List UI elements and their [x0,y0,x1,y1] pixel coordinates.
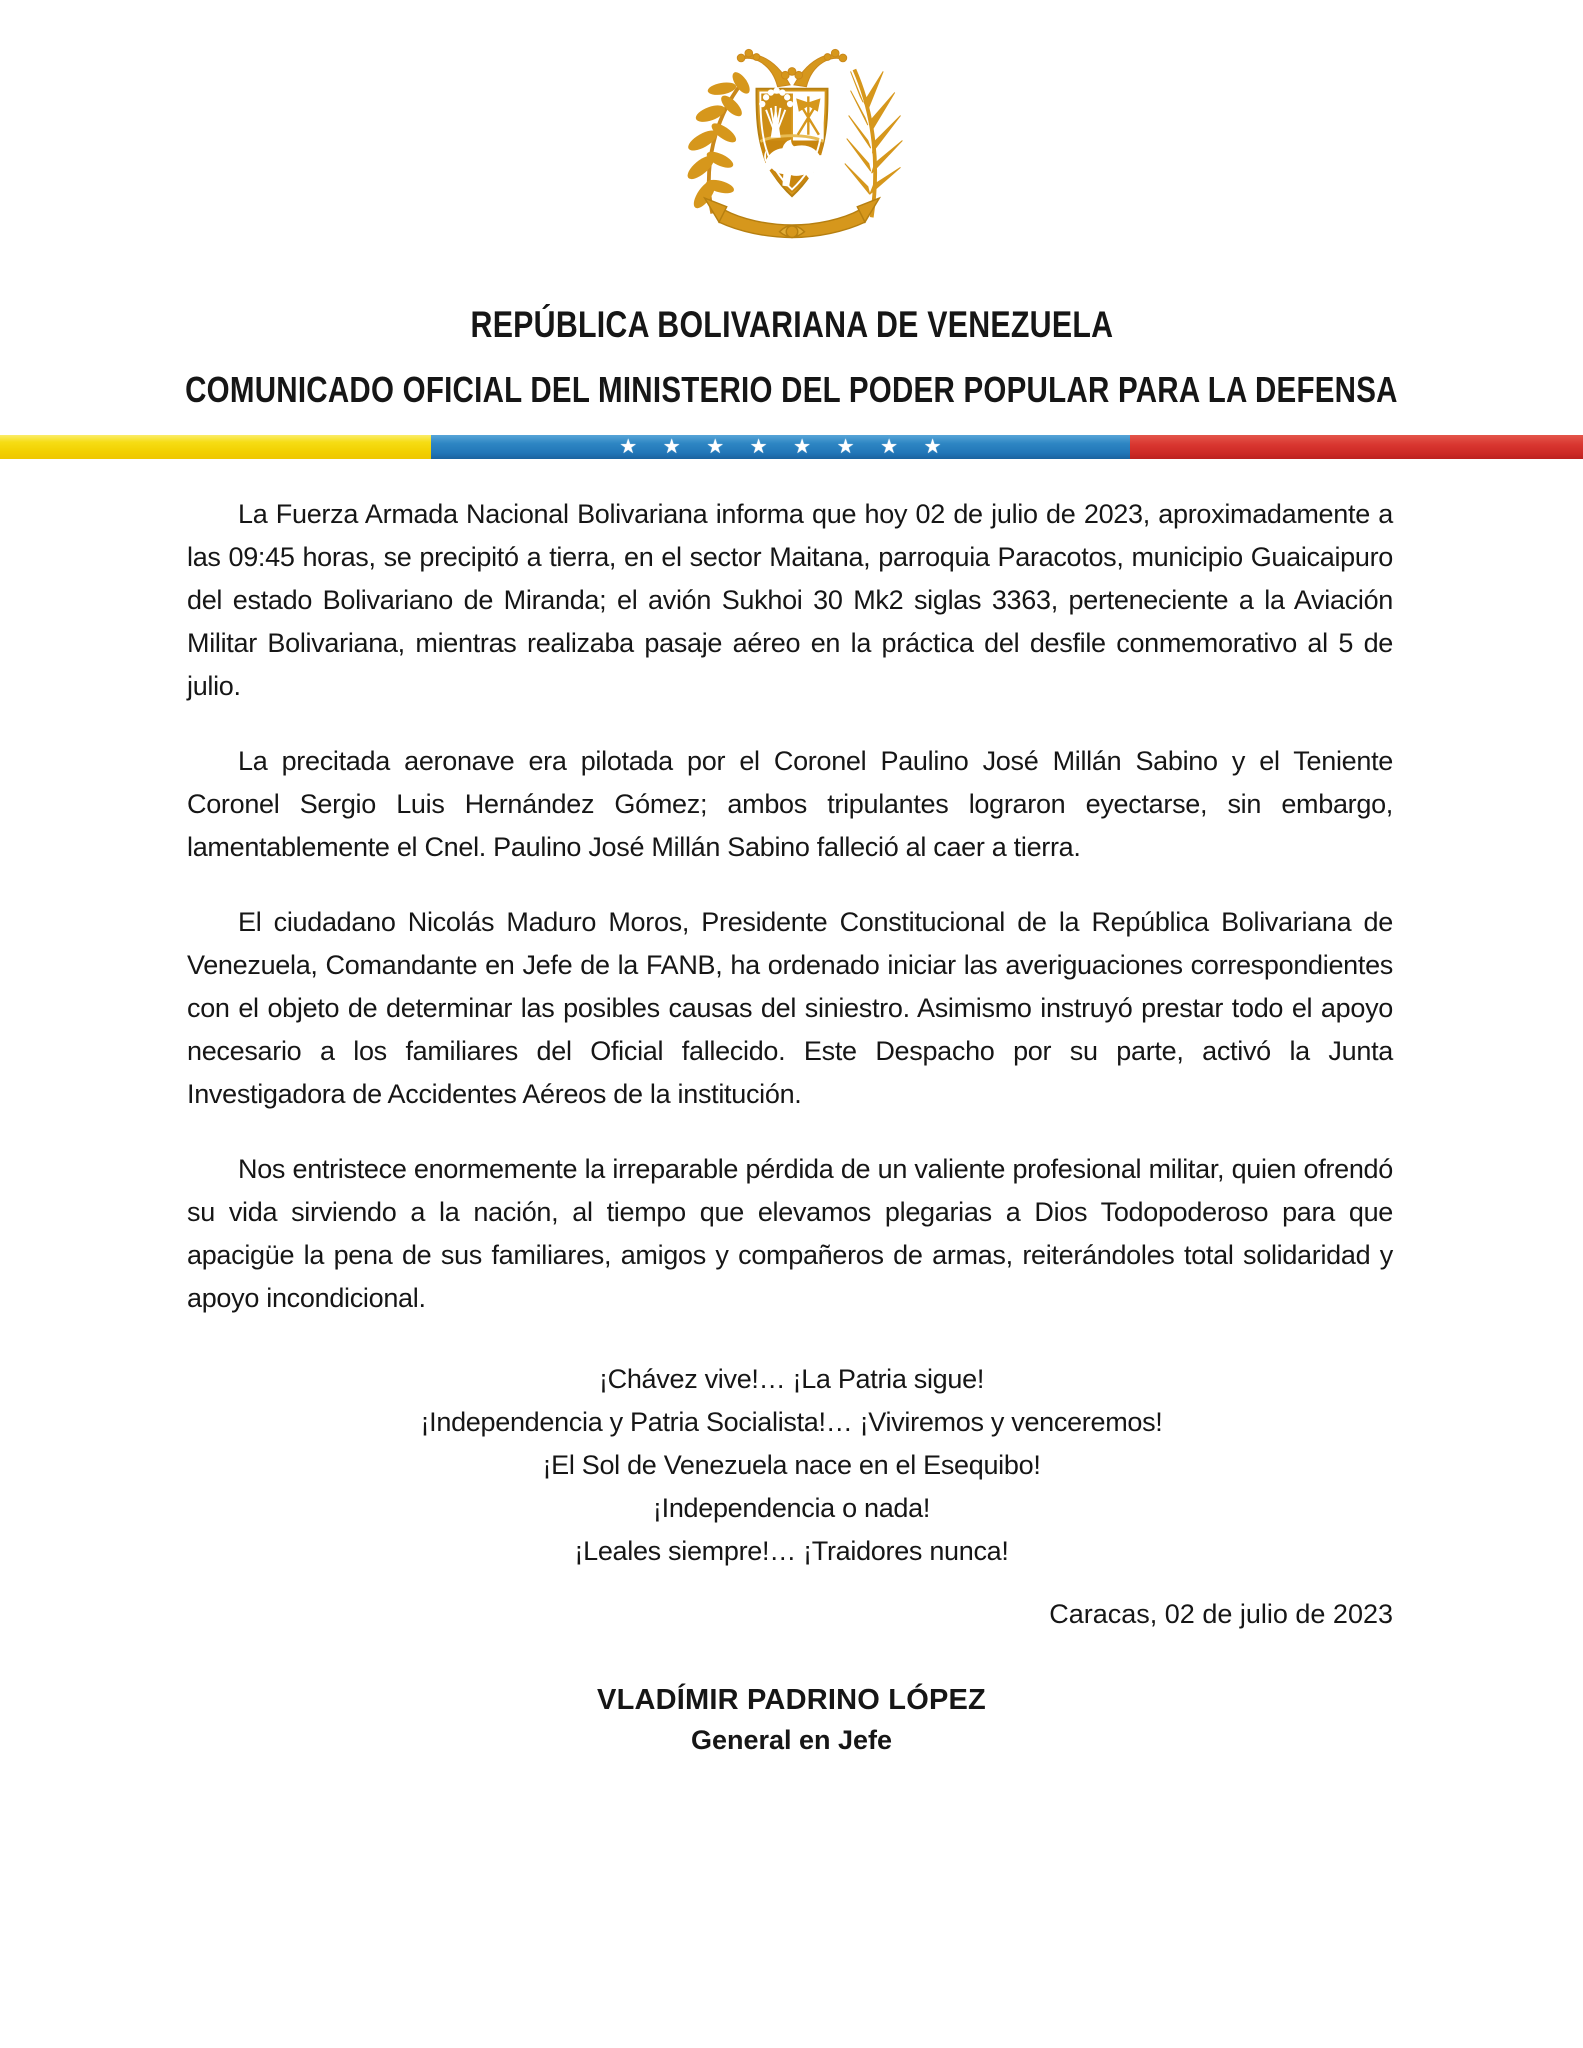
flag-blue-segment [431,435,1131,459]
flag-divider-bar [0,435,1583,459]
slogans-block [0,1358,1583,1573]
signature-block [0,1680,1583,1760]
body-paragraph-2: La precitada aeronave era pilotada por el Coronel Paulino José Millán Sabino y el Teniente Coronel Sergio Luis Hernández Gómez; ambos tripulantes lograron eyectarse, sin embargo, lamentablemente el Cnel. Paulino José Millán Sabino falleció al caer a tierra. [187,746,1393,862]
venezuela-coat-of-arms-icon [679,33,905,273]
republic-title-text: REPÚBLICA BOLIVARIANA DE VENEZUELA [470,304,1113,345]
flag-yellow-segment [0,435,431,459]
page-title [0,303,1583,347]
body-paragraph-1: La Fuerza Armada Nacional Bolivariana informa que hoy 02 de julio de 2023, aproximadamente a las 09:45 horas, se precipitó a tierra, en el sector Maitana, parroquia Paracotos, municipio Guaicaipuro del estado Bolivariano de Miranda; el avión Sukhoi 30 Mk2 siglas 3363, perteneciente a la Aviación Militar Bolivariana, mientras realizaba pasaje aéreo en la práctica del desfile conmemorativo al 5 de julio. [187,499,1393,701]
flag-stars: ★ ★ ★ ★ ★ ★ ★ ★ [619,436,942,458]
slogan-line-1: ¡Chávez vive!… ¡La Patria sigue! [598,1364,985,1394]
body-paragraph-4: Nos entristece enormemente la irreparable pérdida de un valiente profesional militar, quien ofrendó su vida sirviendo a la nación, al tiempo que elevamos plegarias a Dios Todopoderoso para que apacigüe la pena de sus familiares, amigos y compañeros de armas, reiterándoles total solidaridad y apoyo incondicional. [187,1154,1393,1313]
signature-rank: General en Jefe [690,1725,893,1755]
signature-name: VLADÍMIR PADRINO LÓPEZ [597,1684,986,1716]
communique-body [0,493,1583,1320]
communique-subtitle [0,368,1583,412]
slogan-line-3: ¡El Sol de Venezuela nace en el Esequibo! [542,1450,1041,1480]
dateline: Caracas, 02 de julio de 2023 [1049,1599,1393,1629]
communique-subtitle-text: COMUNICADO OFICIAL DEL MINISTERIO DEL PODER POPULAR PARA LA DEFENSA [185,369,1398,410]
body-paragraph-3: El ciudadano Nicolás Maduro Moros, Presidente Constitucional de la República Bolivariana de Venezuela, Comandante en Jefe de la FANB, ha ordenado iniciar las averiguaciones correspondientes con el objeto de determinar las posibles causas del siniestro. Asimismo instruyó prestar todo el apoyo necesario a los familiares del Oficial fallecido. Este Despacho por su parte, activó la Junta Investigadora de Accidentes Aéreos de la institución. [187,907,1393,1109]
flag-red-segment [1130,435,1583,459]
slogan-line-2: ¡Independencia y Patria Socialista!… ¡Viviremos y venceremos! [420,1407,1163,1437]
slogan-line-5: ¡Leales siempre!… ¡Traidores nunca! [574,1536,1009,1566]
slogan-line-4: ¡Independencia o nada! [652,1493,931,1523]
